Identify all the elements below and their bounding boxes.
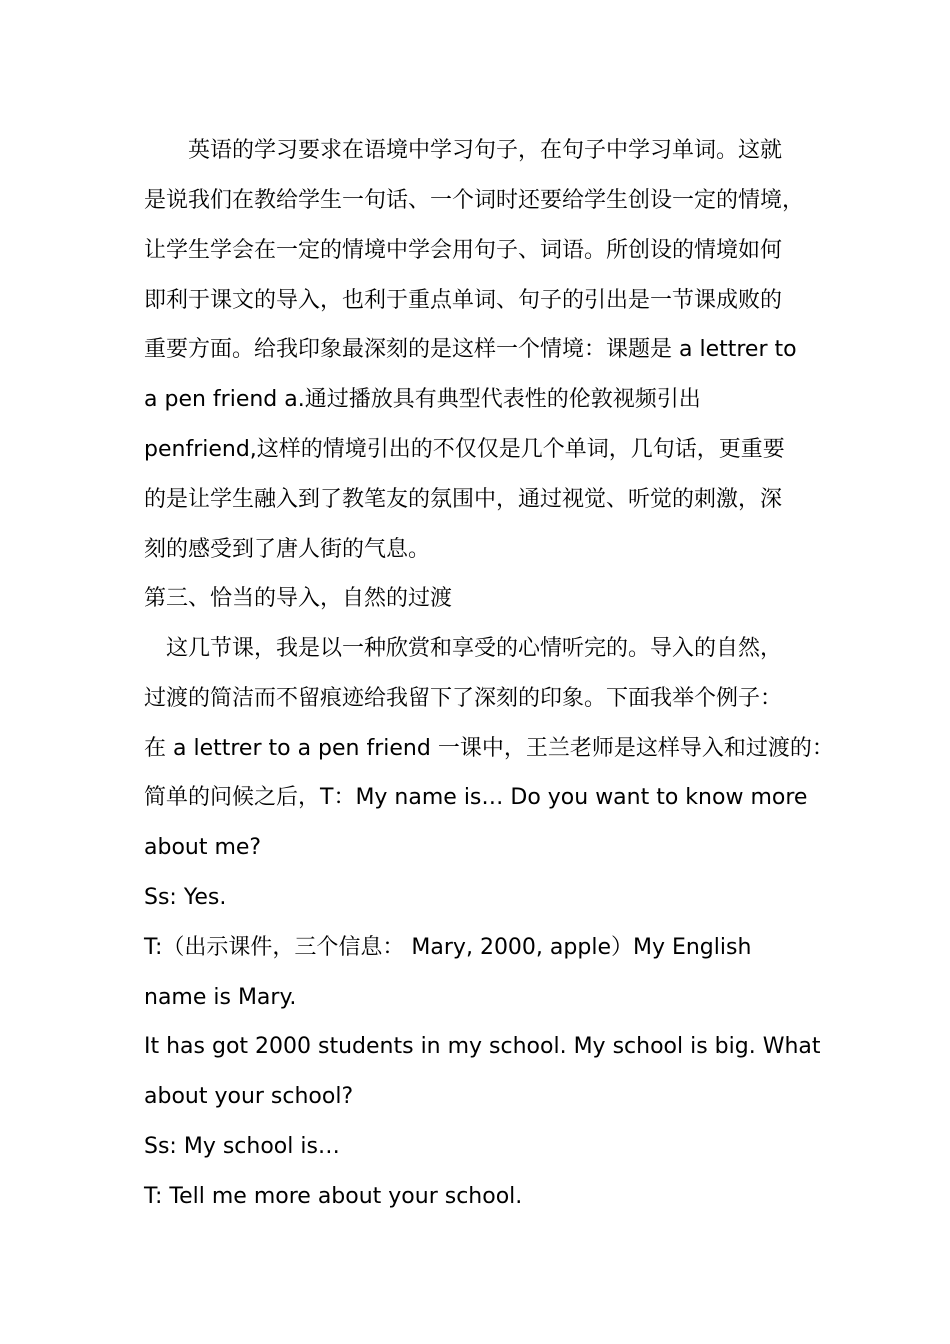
dialogue-line-2: about me? <box>144 835 262 860</box>
paragraph-1-line-5: 重要方面。给我印象最深刻的是这样一个情境：课题是 a lettrer to <box>144 337 797 362</box>
paragraph-2-line-1: 这几节课，我是以一种欣赏和享受的心情听完的。导入的自然， <box>144 636 783 661</box>
dialogue-line-8: Ss: My school is… <box>144 1134 340 1159</box>
paragraph-1-line-2: 是说我们在教给学生一句话、一个词时还要给学生创设一定的情境， <box>144 188 805 213</box>
paragraph-2-line-2: 过渡的简洁而不留痕迹给我留下了深刻的印象。下面我举个例子： <box>144 686 783 711</box>
dialogue-line-3: Ss: Yes. <box>144 885 227 910</box>
dialogue-line-1: 简单的问候之后，T：My name is… Do you want to know more <box>144 785 808 810</box>
paragraph-1-line-6: a pen friend a.通过播放具有典型代表性的伦敦视频引出 <box>144 387 701 412</box>
dialogue-line-9: T: Tell me more about your school. <box>144 1184 523 1209</box>
dialogue-line-7: about your school? <box>144 1084 354 1109</box>
dialogue-line-5: name is Mary. <box>144 985 297 1010</box>
paragraph-2-line-3: 在 a lettrer to a pen friend 一课中，王兰老师是这样导入和过渡的： <box>144 736 834 761</box>
paragraph-1-line-8: 的是让学生融入到了教笔友的氛围中，通过视觉、听觉的刺激，深 <box>144 487 783 512</box>
section-heading: 第三、恰当的导入，自然的过渡 <box>144 586 453 611</box>
dialogue-line-4: T:（出示课件，三个信息： Mary, 2000, apple）My English <box>144 935 752 960</box>
paragraph-1-line-3: 让学生学会在一定的情境中学会用句子、词语。所创设的情境如何 <box>144 238 783 263</box>
paragraph-1-line-4: 即利于课文的导入，也利于重点单词、句子的引出是一节课成败的 <box>144 288 783 313</box>
paragraph-1-line-7: penfriend,这样的情境引出的不仅仅是几个单词，几句话，更重要 <box>144 437 785 462</box>
dialogue-line-6: It has got 2000 students in my school. My school is big. What <box>144 1034 821 1059</box>
paragraph-1-line-9: 刻的感受到了唐人街的气息。 <box>144 537 431 562</box>
paragraph-1-line-1: 英语的学习要求在语境中学习句子，在句子中学习单词。这就 <box>144 138 783 163</box>
